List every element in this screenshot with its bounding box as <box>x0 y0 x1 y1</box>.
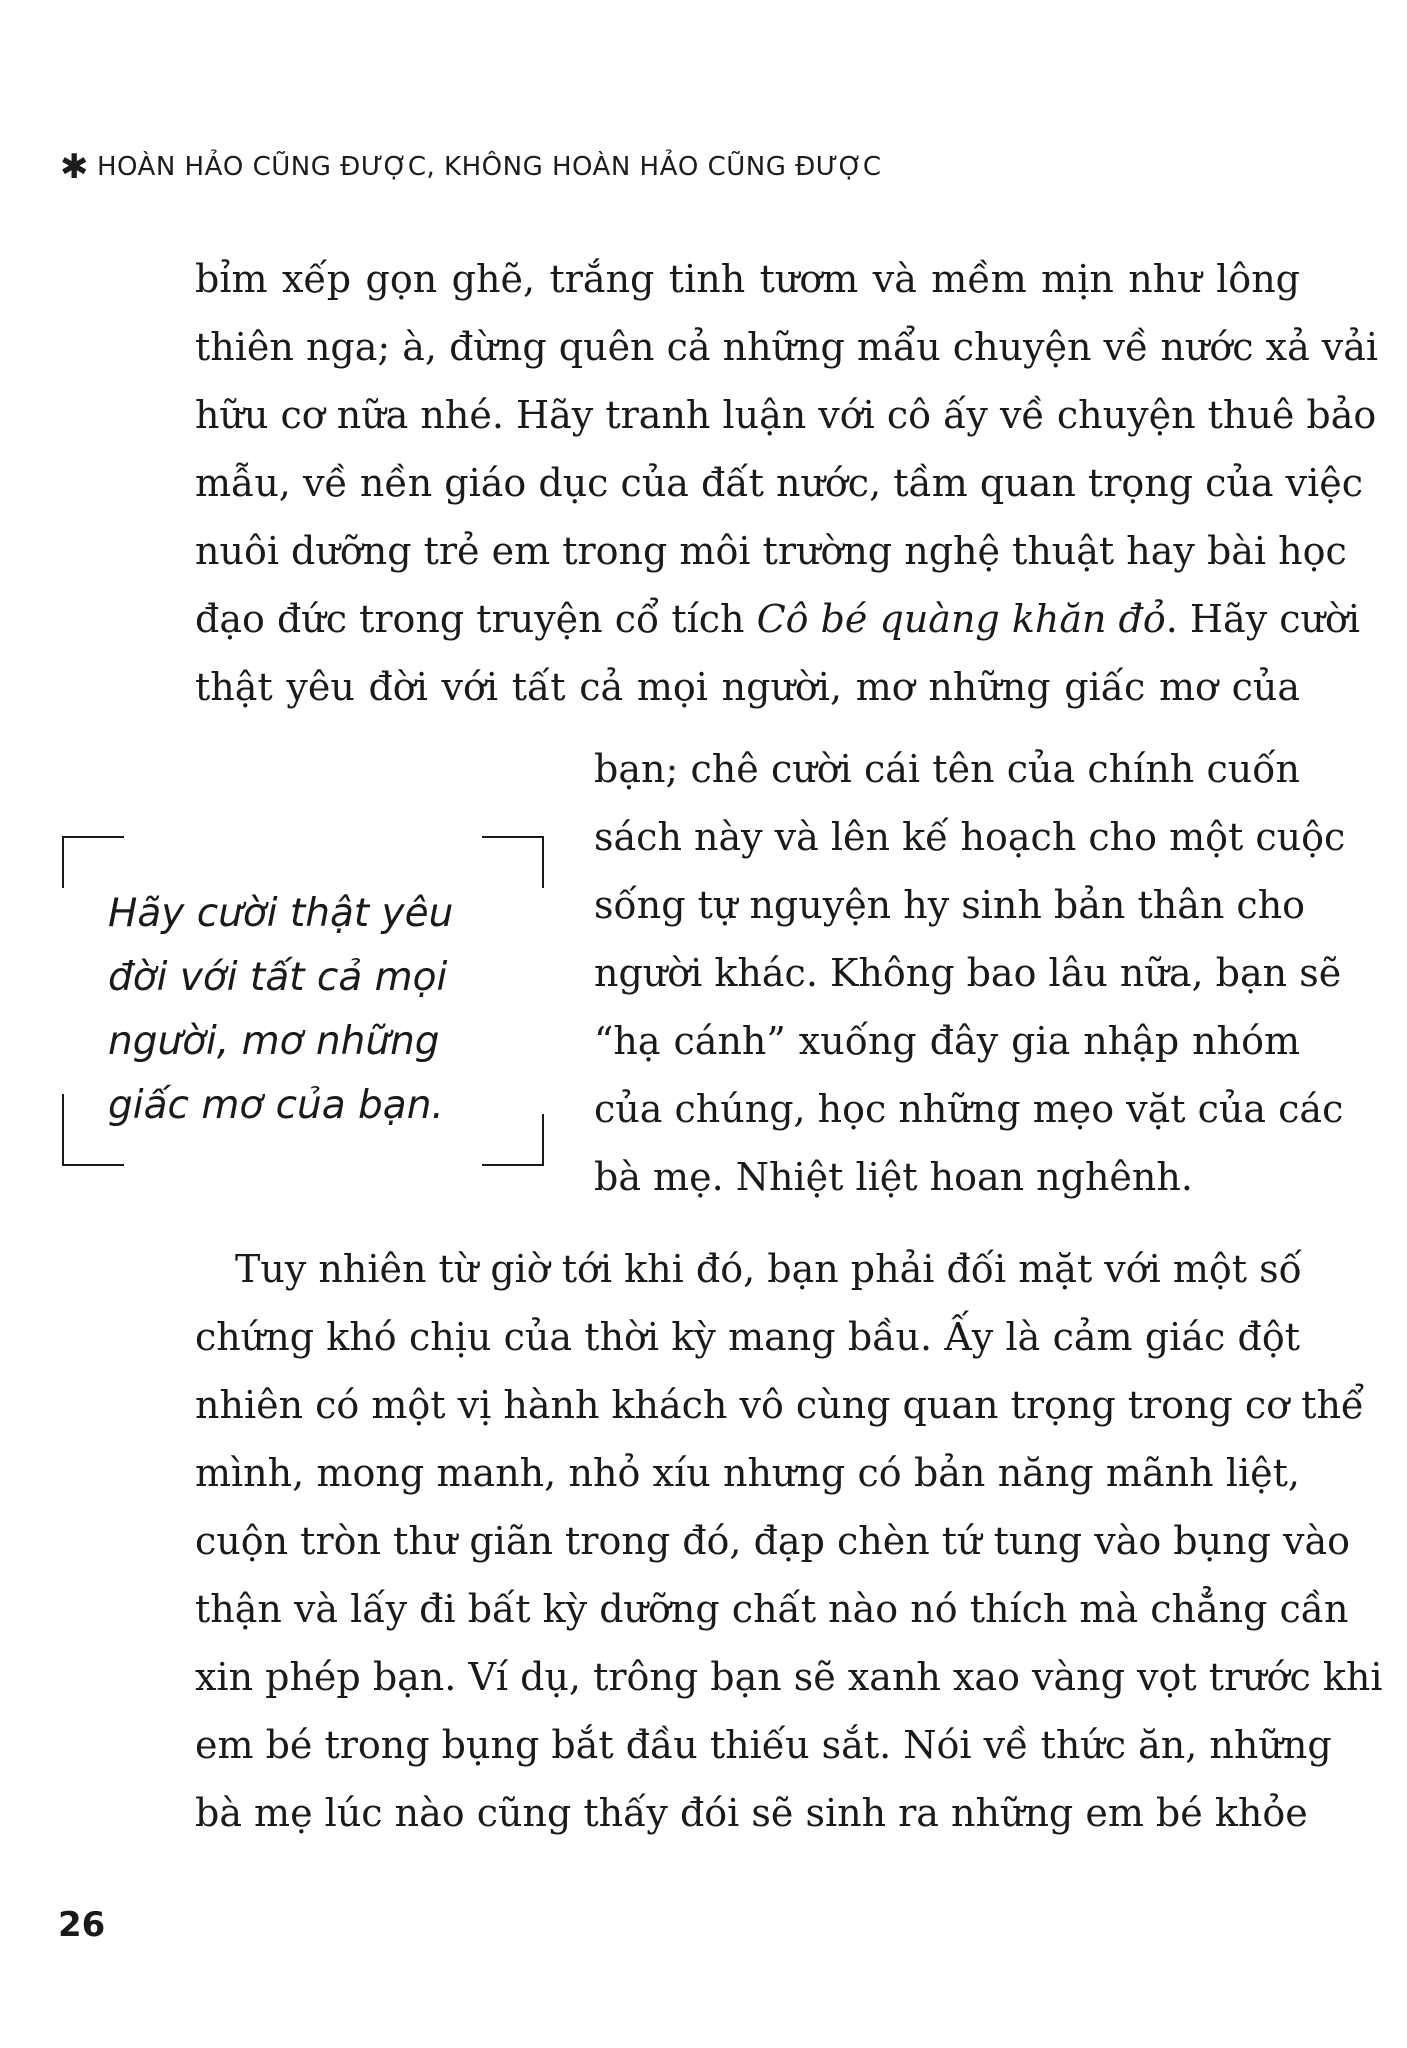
text-fragment: . Hãy cười <box>1165 597 1361 641</box>
bracket-top-right <box>482 836 544 888</box>
text-line: bỉm xếp gọn ghẽ, trắng tinh tươm và mềm mịn như lông <box>195 257 1300 301</box>
text-line: “hạ cánh” xuống đây gia nhập nhóm <box>594 1019 1300 1063</box>
paragraph-first-line: Tuy nhiên từ giờ tới khi đó, bạn phải đối mặt với một số <box>235 1247 1302 1291</box>
body-text-bottom <box>195 1235 1383 1847</box>
text-line: sống tự nguyện hy sinh bản thân cho <box>594 883 1306 927</box>
text-line: nhiên có một vị hành khách vô cùng quan trọng trong cơ thể <box>195 1383 1365 1427</box>
body-text-top <box>195 245 1379 721</box>
pull-quote-line: Hãy cười thật yêu <box>108 891 454 936</box>
text-line: sách này và lên kế hoạch cho một cuộc <box>594 815 1346 859</box>
running-header <box>60 147 1360 187</box>
text-line: bà mẹ lúc nào cũng thấy đói sẽ sinh ra những em bé khỏe <box>195 1791 1308 1835</box>
text-line: thiên nga; à, đừng quên cả những mẩu chuyện về nước xả vải <box>195 325 1379 369</box>
text-line: nuôi dưỡng trẻ em trong môi trường nghệ thuật hay bài học <box>195 529 1347 573</box>
text-line: mình, mong manh, nhỏ xíu nhưng có bản năng mãnh liệt, <box>195 1451 1300 1495</box>
pull-quote <box>62 836 544 1166</box>
text-line: mẫu, về nền giáo dục của đất nước, tầm quan trọng của việc <box>195 461 1363 505</box>
text-line: thận và lấy đi bất kỳ dưỡng chất nào nó thích mà chẳng cần <box>195 1587 1349 1631</box>
text-line: cuộn tròn thư giãn trong đó, đạp chèn tứ tung vào bụng vào <box>195 1519 1350 1563</box>
text-fragment: đạo đức trong truyện cổ tích <box>195 597 757 641</box>
body-text-beside-quote <box>594 735 1346 1211</box>
text-line: chứng khó chịu của thời kỳ mang bầu. Ấy là cảm giác đột <box>195 1315 1300 1359</box>
pull-quote-line: người, mơ những <box>108 1019 440 1064</box>
asterisk-star-icon: ✱ <box>60 147 89 187</box>
text-line: bà mẹ. Nhiệt liệt hoan nghênh. <box>594 1155 1193 1199</box>
pull-quote-line: giấc mơ của bạn. <box>108 1083 444 1128</box>
text-line: người khác. Không bao lâu nữa, bạn sẽ <box>594 951 1342 995</box>
story-title: Cô bé quàng khăn đỏ <box>756 597 1166 641</box>
pull-quote-line: đời với tất cả mọi <box>108 955 448 1000</box>
pull-quote-text <box>108 882 528 1138</box>
running-title: HOÀN HẢO CŨNG ĐƯỢC, KHÔNG HOÀN HẢO CŨNG ĐƯỢC <box>97 152 882 182</box>
bracket-top-left <box>62 836 124 888</box>
text-line-with-title <box>195 585 1361 653</box>
text-line: bạn; chê cười cái tên của chính cuốn <box>594 747 1300 791</box>
text-line: em bé trong bụng bắt đầu thiếu sắt. Nói về thức ăn, những <box>195 1723 1332 1767</box>
text-line: hữu cơ nữa nhé. Hãy tranh luận với cô ấy về chuyện thuê bảo <box>195 393 1377 437</box>
text-line: thật yêu đời với tất cả mọi người, mơ những giấc mơ của <box>195 665 1300 709</box>
text-line: xin phép bạn. Ví dụ, trông bạn sẽ xanh xao vàng vọt trước khi <box>195 1655 1383 1699</box>
page-number: 26 <box>58 1905 106 1945</box>
text-line: của chúng, học những mẹo vặt của các <box>594 1087 1344 1131</box>
